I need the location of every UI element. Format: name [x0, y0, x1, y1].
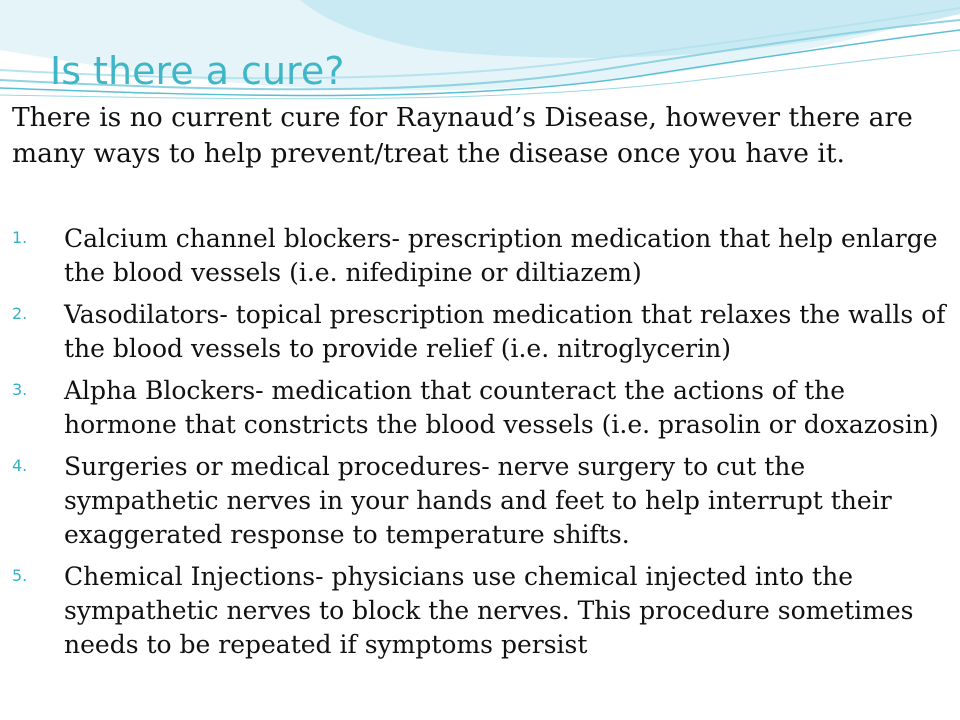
list-item-text: Calcium channel blockers- prescription medication that help enlarge the blood vessels (i.e. nifedipine or diltiazem) [64, 224, 938, 287]
list-item-number: 3. [12, 380, 28, 399]
list-item-text: Chemical Injections- physicians use chemical injected into the sympathetic nerves to block the nerves. This procedure sometimes needs to be repeated if symptoms persist [64, 562, 914, 659]
list-item [12, 222, 952, 290]
list-item-number: 2. [12, 304, 28, 323]
list-item [12, 560, 952, 662]
list-item-text: Alpha Blockers- medication that counteract the actions of the hormone that constricts the blood vessels (i.e. prasolin or doxazosin) [64, 376, 939, 439]
list-item [12, 450, 952, 552]
intro-paragraph: There is no current cure for Raynaud’s Disease, however there are many ways to help prevent/treat the disease once you have it. [12, 102, 913, 169]
list-item [12, 374, 952, 442]
list-item-number: 1. [12, 228, 28, 247]
list-item-number: 4. [12, 456, 28, 475]
list-item-text: Vasodilators- topical prescription medication that relaxes the walls of the blood vessels to provide relief (i.e. nitroglycerin) [64, 300, 946, 363]
treatment-list [12, 222, 952, 670]
list-item-number: 5. [12, 566, 28, 585]
list-item [12, 298, 952, 366]
slide-title: Is there a cure? [50, 49, 345, 93]
list-item-text: Surgeries or medical procedures- nerve surgery to cut the sympathetic nerves in your hands and feet to help interrupt their exaggerated response to temperature shifts. [64, 452, 892, 549]
